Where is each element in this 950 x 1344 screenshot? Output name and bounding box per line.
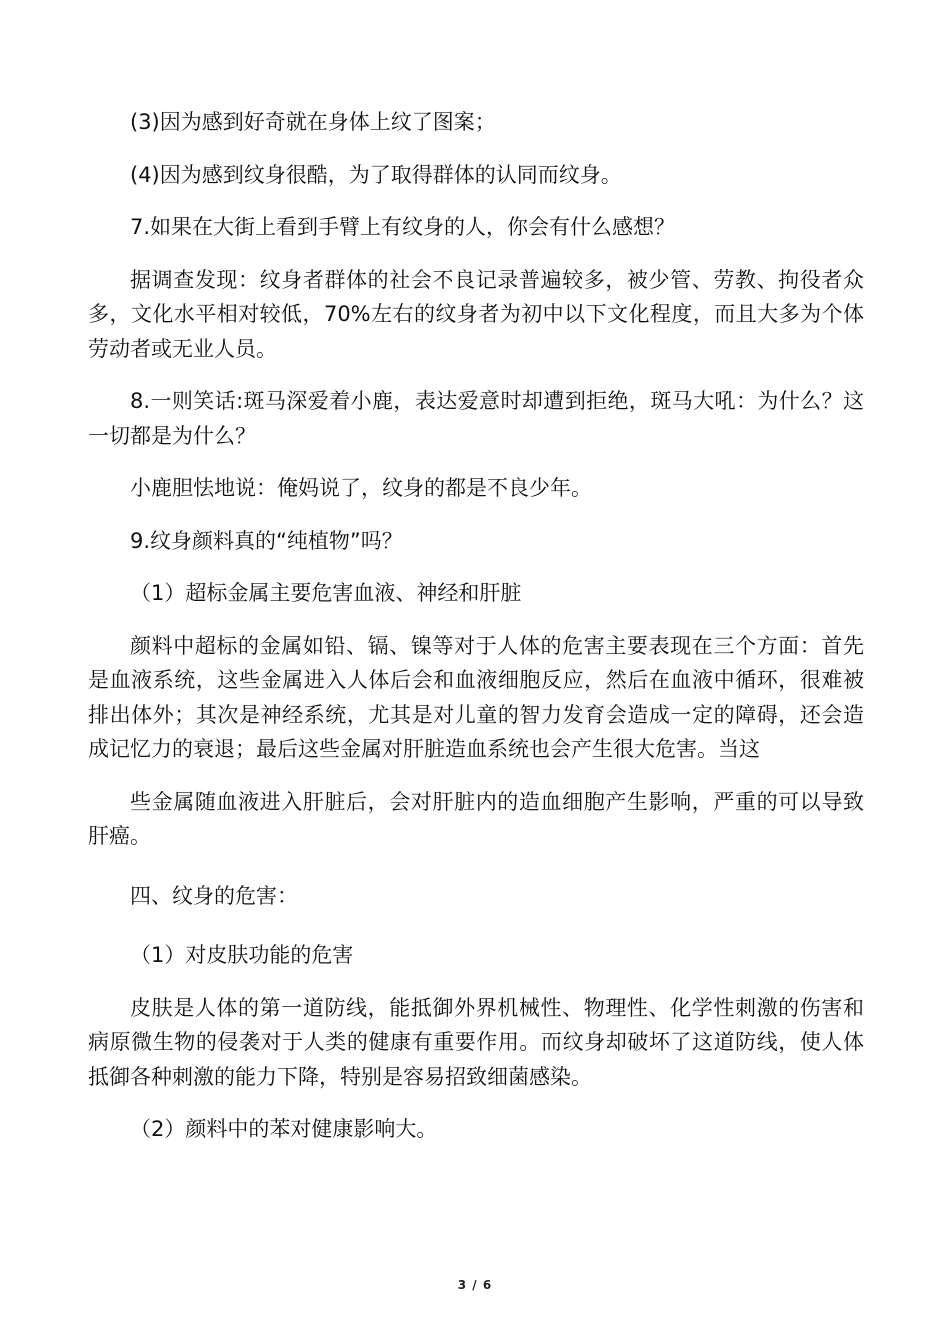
question-7: 7.如果在大街上看到手臂上有纹身的人，你会有什么感想？	[130, 215, 676, 239]
subheading-metals: （1）超标金属主要危害血液、神经和肝脏	[130, 581, 522, 605]
joke-punchline: 小鹿胆怯地说：俺妈说了，纹身的都是不良少年。	[130, 476, 592, 500]
subheading-benzene: （2）颜料中的苯对健康影响大。	[130, 1117, 438, 1141]
question-8: 8.一则笑话:斑马深爱着小鹿，表达爱意时却遭到拒绝，斑马大吼：为什么？这一切都是为什么？	[88, 389, 864, 448]
page-number: 3 / 6	[457, 1278, 493, 1292]
document-body	[88, 105, 864, 1147]
metals-paragraph-continued: 些金属随血液进入肝脏后，会对肝脏内的造血细胞产生影响，严重的可以导致肝癌。	[88, 789, 864, 848]
survey-paragraph: 据调查发现：纹身者群体的社会不良记录普遍较多，被少管、劳教、拘役者众多，文化水平相对较低，70%左右的纹身者为初中以下文化程度，而且大多为个体劳动者或无业人员。	[88, 267, 864, 361]
subheading-skin: （1）对皮肤功能的危害	[130, 943, 354, 967]
paragraph-list-item-4: (4)因为感到纹身很酷，为了取得群体的认同而纹身。	[130, 162, 622, 187]
question-9: 9.纹身颜料真的“纯植物”吗？	[130, 528, 403, 553]
metals-paragraph: 颜料中超标的金属如铅、镉、镍等对于人体的危害主要表现在三个方面：首先是血液系统，这些金属进入人体后会和血液细胞反应，然后在血液中循环，很难被排出体外；其次是神经系统，尤其是对儿童的智力发育会造成一定的障碍，还会造成记忆力的衰退；最后这些金属对肝脏造血系统也会产生很大危害。当这	[88, 633, 864, 761]
paragraph-list-item-3: (3)因为感到好奇就在身体上纹了图案；	[130, 110, 496, 134]
section-heading-hazards: 四、纹身的危害：	[130, 883, 298, 908]
skin-paragraph: 皮肤是人体的第一道防线，能抵御外界机械性、物理性、化学性刺激的伤害和病原微生物的侵袭对于人类的健康有重要作用。而纹身却破坏了这道防线，使人体抵御各种刺激的能力下降，特别是容易招致细菌感染。	[88, 995, 864, 1089]
